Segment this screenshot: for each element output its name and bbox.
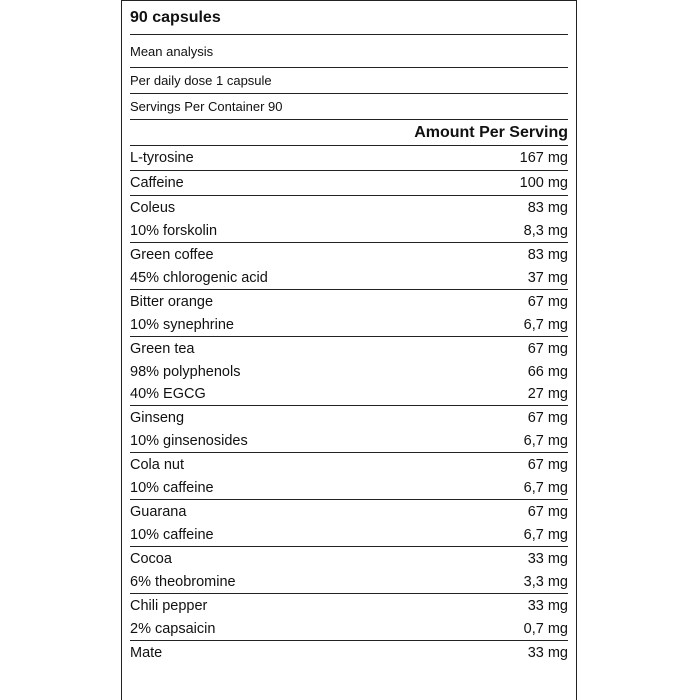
ingredient-subrow [130, 220, 568, 242]
ingredient-row [130, 146, 568, 170]
ingredient-row [130, 243, 568, 267]
ingredient-list [130, 145, 568, 665]
ingredient-amount: 33 mg [527, 598, 568, 614]
ingredient-name: L-tyrosine [130, 150, 194, 166]
ingredient-name: 10% caffeine [130, 527, 214, 543]
ingredient-row [130, 196, 568, 220]
ingredient-subrow [130, 524, 568, 546]
ingredient-amount: 27 mg [527, 386, 568, 402]
ingredient-group [130, 242, 568, 289]
amount-per-serving-header: Amount Per Serving [414, 123, 568, 141]
ingredient-subrow [130, 267, 568, 289]
ingredient-row [130, 547, 568, 571]
ingredient-name: Caffeine [130, 175, 184, 191]
ingredient-name: 40% EGCG [130, 386, 206, 402]
ingredient-amount: 37 mg [527, 270, 568, 286]
ingredient-row [130, 290, 568, 314]
ingredient-subrow [130, 477, 568, 499]
ingredient-name: 10% ginsenosides [130, 433, 248, 449]
ingredient-name: 2% capsaicin [130, 621, 216, 637]
ingredient-name: Guarana [130, 504, 187, 520]
ingredient-subrow [130, 361, 568, 383]
ingredient-name: Cocoa [130, 551, 172, 567]
ingredient-amount: 3,3 mg [523, 574, 568, 590]
ingredient-amount: 6,7 mg [523, 317, 568, 333]
ingredient-group [130, 336, 568, 405]
ingredient-subrow [130, 571, 568, 593]
ingredient-amount: 67 mg [527, 294, 568, 310]
ingredient-row [130, 406, 568, 430]
ingredient-name: Coleus [130, 200, 176, 216]
ingredient-amount: 6,7 mg [523, 480, 568, 496]
ingredient-amount: 100 mg [519, 175, 568, 191]
ingredient-name: 6% theobromine [130, 574, 236, 590]
ingredient-amount: 67 mg [527, 457, 568, 473]
ingredient-name: 10% synephrine [130, 317, 234, 333]
ingredient-group [130, 405, 568, 452]
ingredient-group [130, 170, 568, 195]
ingredient-group [130, 499, 568, 546]
ingredient-row [130, 453, 568, 477]
ingredient-name: Chili pepper [130, 598, 208, 614]
servings-text: Servings Per Container 90 [130, 94, 568, 120]
ingredient-group [130, 289, 568, 336]
label-title: 90 capsules [130, 1, 568, 35]
ingredient-group [130, 593, 568, 640]
ingredient-amount: 67 mg [527, 410, 568, 426]
ingredient-amount: 83 mg [527, 247, 568, 263]
ingredient-row [130, 171, 568, 195]
ingredient-name: Cola nut [130, 457, 185, 473]
ingredient-amount: 66 mg [527, 364, 568, 380]
ingredient-amount: 33 mg [527, 551, 568, 567]
ingredient-subrow [130, 430, 568, 452]
ingredient-name: Mate [130, 645, 163, 661]
ingredient-amount: 8,3 mg [523, 223, 568, 239]
ingredient-row [130, 594, 568, 618]
supplement-facts-label [121, 0, 577, 700]
ingredient-subrow [130, 314, 568, 336]
ingredient-group [130, 145, 568, 170]
ingredient-amount: 33 mg [527, 645, 568, 661]
ingredient-group [130, 640, 568, 665]
ingredient-name: 98% polyphenols [130, 364, 241, 380]
ingredient-subrow [130, 618, 568, 640]
ingredient-amount: 67 mg [527, 504, 568, 520]
ingredient-row [130, 641, 568, 665]
ingredient-amount: 0,7 mg [523, 621, 568, 637]
ingredient-row [130, 337, 568, 361]
mean-analysis-text: Mean analysis [130, 35, 568, 68]
ingredient-name: Ginseng [130, 410, 185, 426]
ingredient-amount: 67 mg [527, 341, 568, 357]
ingredient-name: 10% caffeine [130, 480, 214, 496]
ingredient-name: 45% chlorogenic acid [130, 270, 268, 286]
ingredient-group [130, 452, 568, 499]
ingredient-name: 10% forskolin [130, 223, 218, 239]
ingredient-name: Green coffee [130, 247, 214, 263]
ingredient-name: Green tea [130, 341, 195, 357]
ingredient-amount: 83 mg [527, 200, 568, 216]
ingredient-row [130, 500, 568, 524]
ingredient-subrow [130, 383, 568, 405]
daily-dose-text: Per daily dose 1 capsule [130, 68, 568, 94]
ingredient-name: Bitter orange [130, 294, 214, 310]
ingredient-amount: 6,7 mg [523, 527, 568, 543]
ingredient-amount: 6,7 mg [523, 433, 568, 449]
ingredient-group [130, 195, 568, 242]
ingredient-amount: 167 mg [519, 150, 568, 166]
ingredient-group [130, 546, 568, 593]
